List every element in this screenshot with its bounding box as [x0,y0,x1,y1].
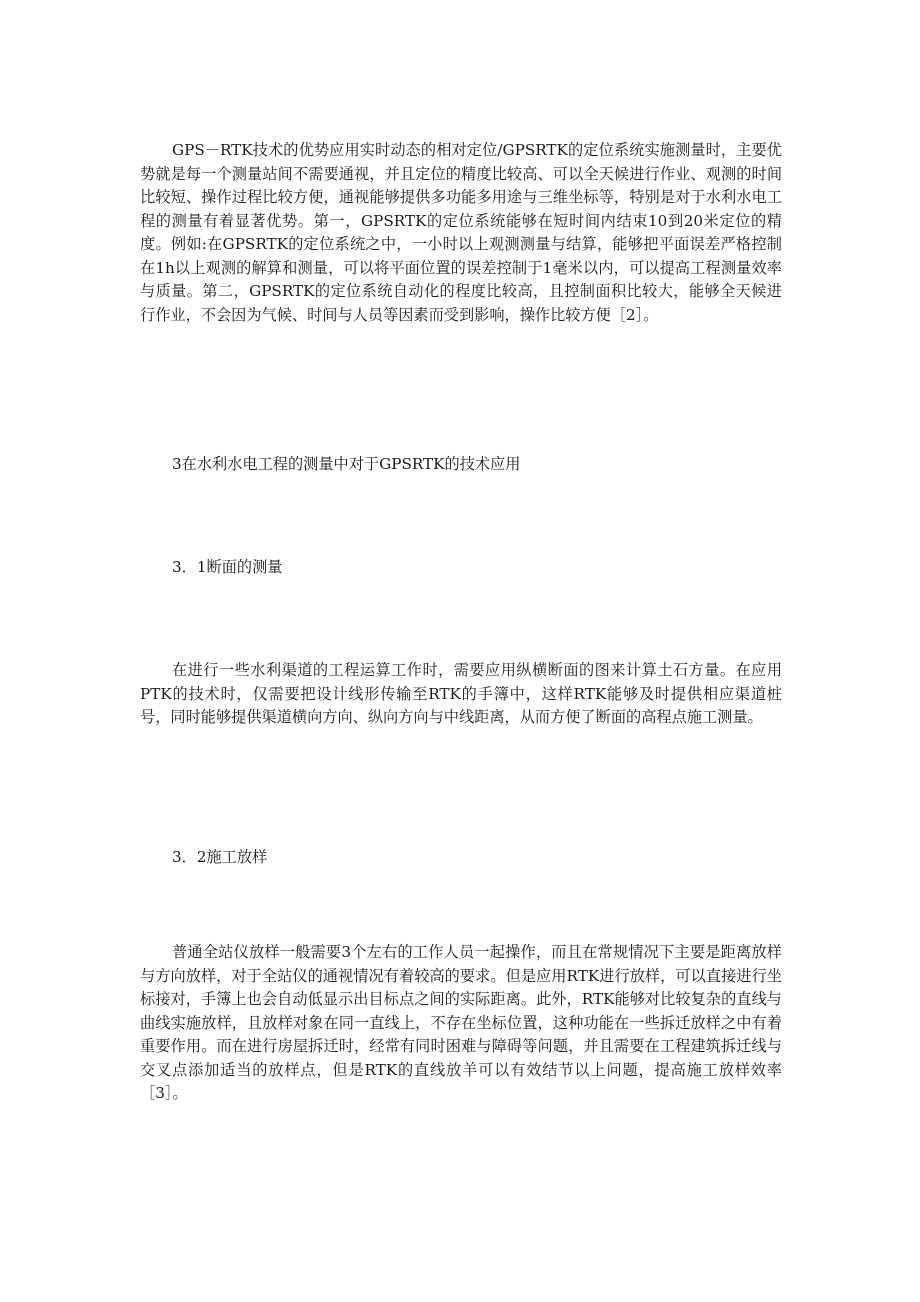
section-heading-3-2: 3．2施工放样 [172,848,268,866]
section-heading-3: 3在水利水电工程的测量中对于GPSRTK的技术应用 [172,455,521,473]
paragraph-cross-section-measurement: 在进行一些水利渠道的工程运算工作时，需要应用纵横断面的图来计算土石方量。在应用PTK的技术时，仅需要把设计线形传输至RTK的手簿中，这样RTK能够及时提供相应渠道桩号，同时能够提供渠道横向方向、纵向方向与中线距离，从而方便了断面的高程点施工测量。 [140,661,782,726]
paragraph-construction-staking: 普通全站仪放样一般需要3个左右的工作人员一起操作，而且在常规情况下主要是距离放样与方向放样，对于全站仪的通视情况有着较高的要求。但是应用RTK进行放样，可以直接进行坐标接对，手簿上也会自动低显示出目标点之间的实际距离。此外，RTK能够对比较复杂的直线与曲线实施放样，且放样对象在同一直线上，不存在坐标位置，这种功能在一些拆迁放样之中有着重要作用。而在进行房屋拆迁时，经常有同时困难与障碍等问题，并且需要在工程建筑拆迁线与交叉点添加适当的放样点，但是RTK的直线放羊可以有效结节以上问题，提高施工放样效率［3］。 [140,943,782,1102]
section-heading-3-1: 3．1断面的测量 [172,558,283,576]
paragraph-gps-rtk-advantages: GPS－RTK技术的优势应用实时动态的相对定位/GPSRTK的定位系统实施测量时，主要优势就是每一个测量站间不需要通视，并且定位的精度比较高、可以全天候进行作业、观测的时间比较短、操作过程比较方便，通视能够提供多功能多用途与三维坐标等，特别是对于水利水电工程的测量有着显著优势。第一，GPSRTK的定位系统能够在短时间内结束10到20米定位的精度。例如:在GPSRTK的定位系统之中，一小时以上观测测量与结算，能够把平面误差严格控制在1h以上观测的解算和测量，可以将平面位置的误差控制于1毫米以内，可以提高工程测量效率与质量。第二，GPSRTK的定位系统自动化的程度比较高，且控制面积比较大，能够全天候进行作业，不会因为气候、时间与人员等因素而受到影响，操作比较方便［2］。 [140,141,782,324]
